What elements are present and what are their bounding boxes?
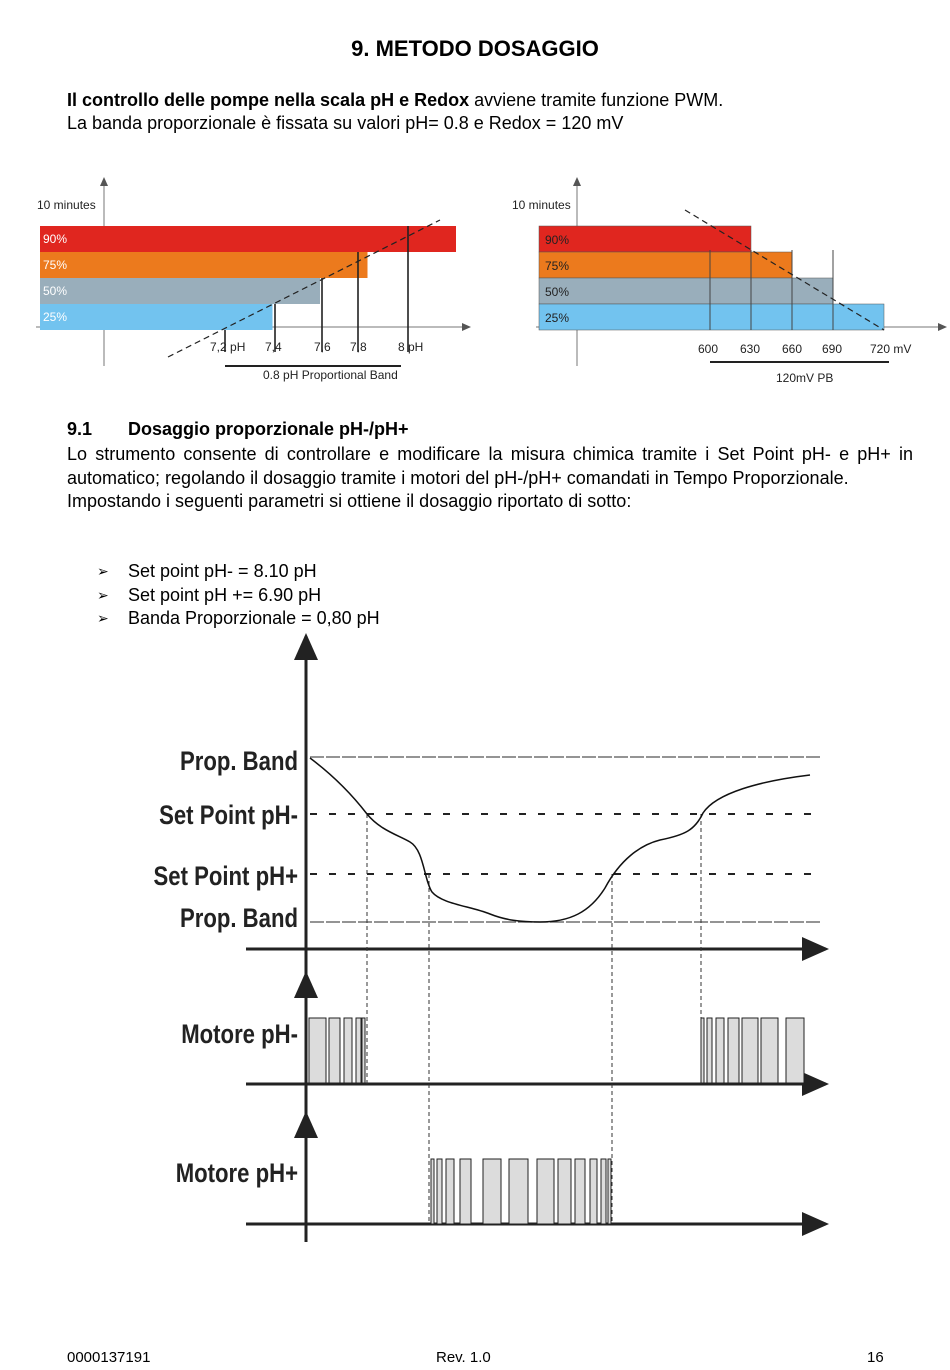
motor-pulses: [309, 1018, 804, 1224]
ph-minus-pulse: [309, 1018, 326, 1083]
tick-label: 660: [782, 342, 803, 356]
list-item-text: Set point pH- = 8.10 pH: [128, 561, 317, 581]
ph-plus-pulse: [431, 1159, 434, 1224]
tick-label: 8 pH: [398, 340, 424, 354]
paragraph-2: Impostando i seguenti parametri si ottiene il dosaggio riportato di sotto:: [67, 491, 632, 511]
ph-minus-pulse: [786, 1018, 804, 1083]
tick-label: 7,8: [350, 340, 367, 354]
motor-label: Motore pH+: [175, 1159, 299, 1189]
band-bar-4: [539, 304, 884, 330]
list-item: [97, 584, 380, 608]
tick-label: 7,6: [314, 340, 331, 354]
band-bar-label: 50%: [43, 284, 68, 298]
parameter-list: [97, 560, 380, 631]
redox-band-chart: [500, 160, 950, 390]
ph-minus-pulse: [728, 1018, 739, 1083]
band-bar-label: 75%: [545, 259, 570, 273]
ph-minus-pulse: [761, 1018, 778, 1083]
band-label: 120mV PB: [776, 371, 834, 385]
band-bar-3: [40, 278, 320, 304]
band-bar-label: 90%: [43, 232, 68, 246]
ph-minus-pulse: [701, 1018, 704, 1083]
paragraph-1: Lo strumento consente di controllare e modificare la misura chimica tramite i Set Point pH- e pH+ in automatico; regolando il dosaggio tramite i motori del pH-/pH+ comandati in Tempo Proporzionale.: [67, 444, 913, 488]
band-bar-1: [539, 226, 751, 252]
list-item: [97, 607, 380, 631]
ph-minus-pulse: [742, 1018, 758, 1083]
ph-minus-pulse: [707, 1018, 712, 1083]
ph-minus-pulse: [716, 1018, 724, 1083]
level-label: Prop. Band: [179, 747, 299, 777]
page-number: 16: [867, 1349, 884, 1366]
band-bar-3: [539, 278, 833, 304]
ph-plus-pulse: [483, 1159, 501, 1224]
ph-minus-pulse: [356, 1018, 361, 1083]
document-code: 0000137191: [67, 1349, 151, 1366]
band-bar-label: 25%: [43, 310, 68, 324]
arrow-bullet-icon: ➢: [97, 586, 109, 603]
arrow-bullet-icon: ➢: [97, 563, 109, 579]
list-item-text: Banda Proporzionale = 0,80 pH: [128, 608, 380, 628]
ph-plus-pulse: [608, 1159, 611, 1224]
ph-plus-pulse: [590, 1159, 597, 1224]
tick-label: 630: [740, 342, 761, 356]
band-bar-label: 50%: [545, 285, 570, 299]
intro-rest: avviene tramite funzione PWM.: [469, 90, 724, 110]
tick-label: 600: [698, 342, 719, 356]
tick-label: 7,4: [265, 340, 282, 354]
band-bar-1: [40, 226, 456, 252]
intro-bold: Il controllo delle pompe nella scala pH e Redox: [67, 90, 470, 110]
page-heading: 9. METODO DOSAGGIO: [351, 36, 599, 61]
level-label: Prop. Band: [179, 904, 299, 934]
section-heading: [67, 419, 409, 440]
ph-minus-pulse: [362, 1018, 365, 1083]
ph-bars: [40, 226, 456, 330]
tick-label: 690: [822, 342, 843, 356]
arrow-bullet-icon: ➢: [97, 610, 109, 626]
ph-plus-pulse: [537, 1159, 554, 1224]
tick-label: 720 mV: [870, 342, 912, 356]
ph-band-chart: [30, 160, 480, 390]
band-bar-2: [40, 252, 368, 278]
chart-title: 10 minutes: [512, 198, 571, 212]
band-label: 0.8 pH Proportional Band: [263, 368, 398, 382]
band-bar-label: 90%: [545, 233, 570, 247]
intro-line2: La banda proporzionale è fissata su valori pH= 0.8 e Redox = 120 mV: [67, 113, 624, 133]
revision: Rev. 1.0: [436, 1349, 491, 1366]
body-text: [67, 443, 913, 514]
ph-plus-pulse: [601, 1159, 606, 1224]
chart-title: 10 minutes: [37, 198, 96, 212]
intro-text: [67, 89, 723, 135]
section-title: Dosaggio proporzionale pH-/pH+: [128, 419, 409, 439]
section-number: 9.1: [67, 419, 93, 439]
ph-minus-pulse: [344, 1018, 352, 1083]
ph-plus-pulse: [575, 1159, 585, 1224]
redox-bars: [539, 226, 884, 330]
ph-plus-pulse: [509, 1159, 528, 1224]
ph-minus-pulse: [329, 1018, 340, 1083]
band-bar-4: [40, 304, 273, 330]
dosing-diagram: [0, 630, 950, 1250]
ph-plus-pulse: [460, 1159, 471, 1224]
measurement-curve: [310, 758, 810, 922]
list-item-text: Set point pH += 6.90 pH: [128, 584, 322, 605]
level-label: Set Point pH+: [153, 862, 299, 892]
band-bar-label: 75%: [43, 258, 68, 272]
band-bar-2: [539, 252, 792, 278]
ph-plus-pulse: [437, 1159, 442, 1224]
ph-plus-pulse: [446, 1159, 454, 1224]
list-item: [97, 560, 380, 584]
ph-plus-pulse: [558, 1159, 571, 1224]
band-bar-label: 25%: [545, 311, 570, 325]
level-label: Set Point pH-: [159, 801, 299, 831]
motor-label: Motore pH-: [181, 1020, 299, 1050]
tick-label: 7,2 pH: [210, 340, 246, 354]
